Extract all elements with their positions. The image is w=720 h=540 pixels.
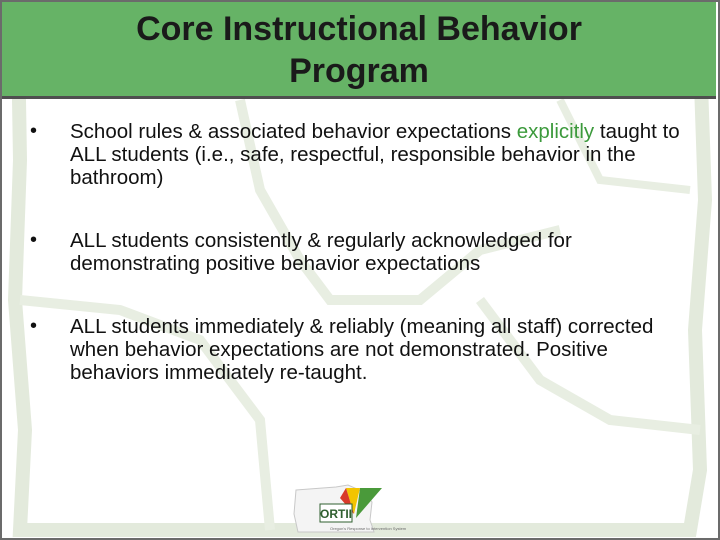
slide-title bbox=[2, 8, 716, 92]
bullet-1-text-start: School rules & associated behavior expectations bbox=[70, 120, 517, 143]
bullet-1-text-end: taught to ALL students (i.e., safe, respectful, responsible behavior in the bathroom) bbox=[70, 120, 680, 189]
title-line-1: Core Instructional Behavior bbox=[136, 10, 582, 48]
title-line-2: Program bbox=[289, 52, 429, 90]
bullet-item-1 bbox=[28, 120, 688, 189]
bullet-item-2 bbox=[28, 229, 688, 275]
bullet-list bbox=[28, 120, 688, 384]
ortii-logo bbox=[286, 484, 394, 540]
logo-caption: Oregon's Response to Intervention System bbox=[330, 526, 407, 531]
bullet-dot: • bbox=[30, 120, 38, 142]
bullet-item-3 bbox=[28, 315, 688, 384]
bullet-3-text: ALL students immediately & reliably (meaning all staff) corrected when behavior expectations are not demonstrated. Positive behaviors immediately re-taught. bbox=[70, 315, 654, 384]
bullet-1-highlight: explicitly bbox=[516, 120, 595, 143]
bullet-dot: • bbox=[30, 229, 38, 251]
logo-text: ORTII bbox=[320, 507, 352, 521]
title-bar bbox=[2, 2, 716, 99]
bullet-dot: • bbox=[30, 315, 38, 337]
bullet-2-text: ALL students consistently & regularly acknowledged for demonstrating positive behavior expectations bbox=[70, 229, 572, 275]
